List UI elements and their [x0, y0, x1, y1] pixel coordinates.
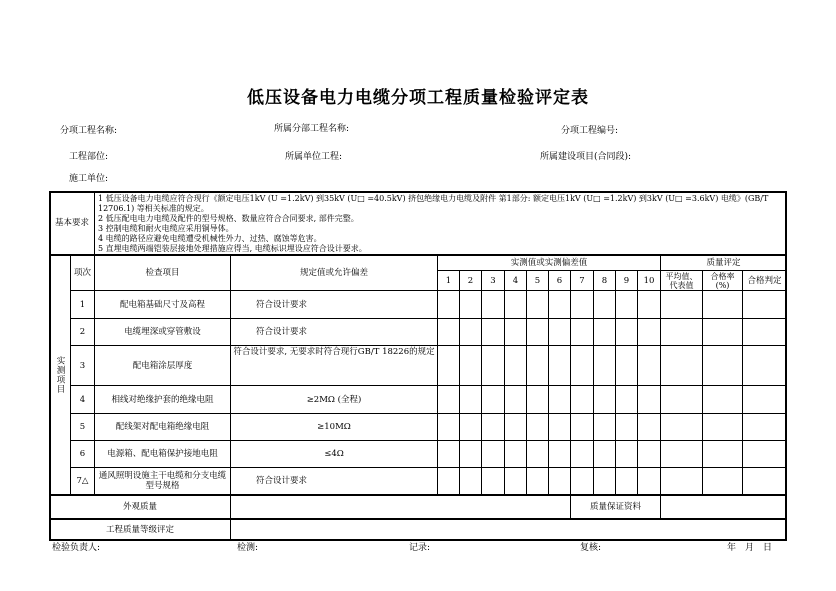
col-avg-header	[660, 270, 703, 291]
value-cell[interactable]	[742, 467, 787, 495]
row-spec-text: 符合设计要求	[256, 327, 308, 337]
value-num	[637, 270, 661, 291]
footer-inspector: 检验负责人:	[52, 543, 101, 553]
row-item-text: 配电箱基础尺寸及高程	[119, 299, 205, 310]
value-num	[504, 270, 527, 291]
value-cell[interactable]	[660, 290, 703, 319]
value-cell[interactable]	[437, 385, 460, 414]
value-cell[interactable]	[615, 440, 638, 468]
footer-record: 记录:	[409, 543, 431, 553]
value-cell[interactable]	[637, 440, 661, 468]
quality-docs-label	[570, 494, 661, 519]
value-num-text: 10	[643, 275, 655, 286]
measured-section-label	[49, 254, 71, 495]
value-cell[interactable]	[481, 385, 505, 414]
row-item	[94, 290, 231, 319]
col-item-header-text: 检查项目	[145, 267, 180, 278]
col-quality-header-text: 质量评定	[706, 257, 741, 268]
col-values-header	[437, 254, 661, 271]
value-cell[interactable]	[637, 345, 661, 386]
value-cell[interactable]	[504, 318, 527, 346]
value-num-text: 3	[490, 275, 496, 286]
value-cell[interactable]	[459, 467, 482, 495]
value-cell[interactable]	[570, 318, 594, 346]
col-rate-header	[702, 270, 743, 291]
value-cell[interactable]	[637, 290, 661, 319]
value-cell[interactable]	[570, 345, 594, 386]
value-cell[interactable]	[548, 385, 571, 414]
row-item	[94, 385, 231, 414]
value-cell[interactable]	[548, 440, 571, 468]
value-cell[interactable]	[504, 290, 527, 319]
value-num	[548, 270, 571, 291]
value-cell[interactable]	[504, 467, 527, 495]
value-num-text: 6	[556, 275, 563, 286]
value-cell[interactable]	[459, 413, 482, 441]
value-num-text: 9	[623, 275, 630, 286]
row-spec	[230, 318, 438, 346]
col-avg-header-text: 平均值、代表值	[665, 271, 698, 290]
value-cell[interactable]	[437, 290, 460, 319]
row-spec-text: ≥2MΩ (全程)	[306, 394, 362, 405]
divider	[49, 518, 787, 520]
sub-project-no-label: 分项工程编号:	[561, 126, 619, 136]
value-cell[interactable]	[481, 467, 505, 495]
row-index-text: 6	[79, 449, 86, 459]
value-cell[interactable]	[593, 318, 616, 346]
row-index	[70, 290, 95, 319]
value-cell[interactable]	[702, 290, 743, 319]
appearance-label	[49, 494, 231, 519]
value-cell[interactable]	[615, 413, 638, 441]
value-cell[interactable]	[742, 345, 787, 386]
col-index-header	[70, 254, 95, 291]
col-spec-header	[230, 254, 438, 291]
value-cell[interactable]	[702, 345, 743, 386]
value-cell[interactable]	[526, 345, 549, 386]
row-item	[94, 345, 231, 386]
value-cell[interactable]	[615, 385, 638, 414]
value-cell[interactable]	[459, 290, 482, 319]
value-cell[interactable]	[526, 467, 549, 495]
row-item-text: 配电箱涂层厚度	[132, 360, 193, 371]
value-cell[interactable]	[570, 467, 594, 495]
quality-docs-value[interactable]	[660, 494, 787, 519]
col-quality-header	[660, 254, 787, 271]
value-cell[interactable]	[593, 385, 616, 414]
value-cell[interactable]	[615, 318, 638, 346]
basic-requirements-label	[49, 191, 95, 255]
value-cell[interactable]	[437, 467, 460, 495]
grade-label	[49, 518, 231, 541]
col-index-header-text: 项次	[73, 267, 91, 278]
value-cell[interactable]	[570, 413, 594, 441]
row-index	[70, 385, 95, 414]
value-cell[interactable]	[437, 413, 460, 441]
value-cell[interactable]	[660, 440, 703, 468]
row-index-text: 7△	[76, 476, 89, 486]
basic-requirements-text	[94, 191, 787, 255]
value-num	[526, 270, 549, 291]
row-item-text: 相线对绝缘护套的绝缘电阻	[111, 394, 214, 405]
value-cell[interactable]	[526, 413, 549, 441]
value-cell[interactable]	[702, 440, 743, 468]
value-cell[interactable]	[593, 467, 616, 495]
row-item	[94, 318, 231, 346]
value-cell[interactable]	[481, 440, 505, 468]
value-cell[interactable]	[637, 467, 661, 495]
value-cell[interactable]	[526, 290, 549, 319]
value-cell[interactable]	[548, 413, 571, 441]
requirement-line: 1 低压设备电力电缆应符合现行《额定电压1kV (U =1.2kV) 到35kV (U□ =40.5kV) 挤包绝缘电力电缆及附件 第1部分: 额定电压1kV (U□ =1.2kV) 到3kV (U□ =3.6kV) 电缆》(GB/T 12706.1) 等相关标准的规定。	[98, 194, 769, 213]
value-cell[interactable]	[526, 318, 549, 346]
value-cell[interactable]	[459, 440, 482, 468]
value-cell[interactable]	[660, 318, 703, 346]
value-cell[interactable]	[459, 318, 482, 346]
value-cell[interactable]	[593, 290, 616, 319]
sub-project-name-label: 分项工程名称:	[60, 126, 118, 136]
value-cell[interactable]	[526, 385, 549, 414]
row-spec	[230, 440, 438, 468]
quality-docs-label-text: 质量保证资料	[589, 501, 641, 512]
basic-requirements-label-text: 基本要求	[54, 218, 89, 228]
row-item	[94, 413, 231, 441]
row-item-text: 电缆埋深或穿管敷设	[124, 327, 201, 337]
value-num	[615, 270, 638, 291]
value-cell[interactable]	[548, 345, 571, 386]
value-cell[interactable]	[660, 413, 703, 441]
value-cell[interactable]	[702, 467, 743, 495]
row-index-text: 5	[79, 422, 86, 432]
row-item-text: 通风照明设施主干电缆和分支电缆型号规格	[98, 471, 227, 491]
value-num-text: 2	[467, 275, 474, 286]
row-spec-text: 符合设计要求	[256, 476, 308, 486]
row-spec	[230, 345, 438, 386]
row-index	[70, 318, 95, 346]
value-cell[interactable]	[637, 318, 661, 346]
value-cell[interactable]	[593, 345, 616, 386]
construction-item-label: 所属建设项目(合同段):	[540, 152, 632, 162]
value-num	[437, 270, 460, 291]
requirement-line: 4 电缆的路径应避免电缆遭受机械性外力、过热、腐蚀等危害。	[98, 234, 322, 243]
value-cell[interactable]	[637, 385, 661, 414]
value-num-text: 1	[445, 275, 452, 286]
value-cell[interactable]	[548, 318, 571, 346]
value-cell[interactable]	[459, 385, 482, 414]
value-cell[interactable]	[615, 290, 638, 319]
row-index-text: 4	[79, 394, 86, 405]
row-index	[70, 467, 95, 495]
value-cell[interactable]	[504, 440, 527, 468]
value-cell[interactable]	[637, 413, 661, 441]
value-num-text: 8	[601, 275, 608, 286]
col-rate-header-text: 合格率(%)	[710, 271, 735, 290]
value-num-text: 7	[579, 275, 585, 286]
footer-review: 复核:	[580, 543, 602, 553]
divider	[49, 494, 787, 496]
value-cell[interactable]	[437, 440, 460, 468]
value-cell[interactable]	[481, 345, 505, 386]
value-cell[interactable]	[504, 345, 527, 386]
row-spec-text: 符合设计要求, 无要求时符合现行GB/T 18226的规定	[233, 347, 435, 357]
value-cell[interactable]	[742, 290, 787, 319]
appearance-value[interactable]	[230, 494, 571, 519]
value-num	[459, 270, 482, 291]
col-judge-header	[742, 270, 787, 291]
value-cell[interactable]	[660, 385, 703, 414]
value-cell[interactable]	[660, 345, 703, 386]
value-cell[interactable]	[615, 467, 638, 495]
value-cell[interactable]	[504, 413, 527, 441]
value-num	[570, 270, 594, 291]
row-index	[70, 413, 95, 441]
row-item	[94, 467, 231, 495]
value-cell[interactable]	[437, 345, 460, 386]
value-cell[interactable]	[702, 385, 743, 414]
value-cell[interactable]	[702, 413, 743, 441]
col-item-header	[94, 254, 231, 291]
row-spec	[230, 385, 438, 414]
value-cell[interactable]	[481, 290, 505, 319]
row-spec-text: 符合设计要求	[256, 299, 308, 310]
footer-date: 年 月 日	[727, 543, 773, 553]
value-cell[interactable]	[593, 440, 616, 468]
row-index-text: 3	[79, 360, 86, 371]
value-cell[interactable]	[548, 467, 571, 495]
value-cell[interactable]	[742, 318, 787, 346]
row-spec	[230, 413, 438, 441]
value-cell[interactable]	[593, 413, 616, 441]
row-index	[70, 440, 95, 468]
row-index	[70, 345, 95, 386]
value-cell[interactable]	[742, 440, 787, 468]
value-cell[interactable]	[481, 318, 505, 346]
value-cell[interactable]	[570, 385, 594, 414]
requirement-line: 3 控制电缆和耐火电缆应采用铜导体。	[98, 224, 234, 233]
unit-project-label: 所属单位工程:	[285, 152, 343, 162]
value-cell[interactable]	[526, 440, 549, 468]
page-title: 低压设备电力电缆分项工程质量检验评定表	[247, 88, 589, 108]
value-cell[interactable]	[615, 345, 638, 386]
division-name-label: 所属分部工程名称:	[274, 124, 350, 134]
grade-label-text: 工程质量等级评定	[105, 524, 174, 535]
requirement-line: 2 低压配电电力电缆及配件的型号规格、数量应符合合同要求, 部件完整。	[98, 214, 359, 223]
value-cell[interactable]	[459, 345, 482, 386]
value-cell[interactable]	[481, 413, 505, 441]
appearance-label-text: 外观质量	[122, 501, 157, 512]
requirement-line: 5 直埋电缆两端铠装层接地处理措施应得当, 电缆标识埋设应符合设计要求。	[98, 244, 367, 253]
location-label: 工程部位:	[69, 152, 109, 162]
col-values-header-text: 实测值或实测偏差值	[510, 257, 588, 268]
value-cell[interactable]	[504, 385, 527, 414]
contractor-label: 施工单位:	[69, 174, 109, 184]
value-num	[481, 270, 505, 291]
col-spec-header-text: 规定值或允许偏差	[299, 267, 368, 278]
row-item-text: 配线架对配电箱绝缘电阻	[115, 422, 210, 432]
row-item	[94, 440, 231, 468]
value-cell[interactable]	[660, 467, 703, 495]
divider	[49, 254, 787, 256]
row-spec-text: ≥10MΩ	[317, 422, 351, 432]
col-judge-header-text: 合格判定	[747, 275, 782, 286]
row-index-text: 1	[79, 299, 86, 310]
row-spec-text: ≤4Ω	[324, 449, 344, 459]
value-cell[interactable]	[548, 290, 571, 319]
value-cell[interactable]	[437, 318, 460, 346]
row-index-text: 2	[79, 327, 86, 337]
row-spec	[230, 467, 438, 495]
value-cell[interactable]	[570, 440, 594, 468]
value-num	[593, 270, 616, 291]
row-spec	[230, 290, 438, 319]
footer-test: 检测:	[237, 543, 259, 553]
value-cell[interactable]	[570, 290, 594, 319]
value-num-text: 5	[534, 275, 541, 286]
row-item-text: 电源箱、配电箱保护接地电阻	[107, 449, 218, 459]
value-num-text: 4	[512, 275, 519, 286]
measured-section-label-text: 实测项目	[55, 355, 65, 394]
value-cell[interactable]	[742, 385, 787, 414]
grade-value[interactable]	[230, 518, 787, 541]
value-cell[interactable]	[702, 318, 743, 346]
value-cell[interactable]	[742, 413, 787, 441]
